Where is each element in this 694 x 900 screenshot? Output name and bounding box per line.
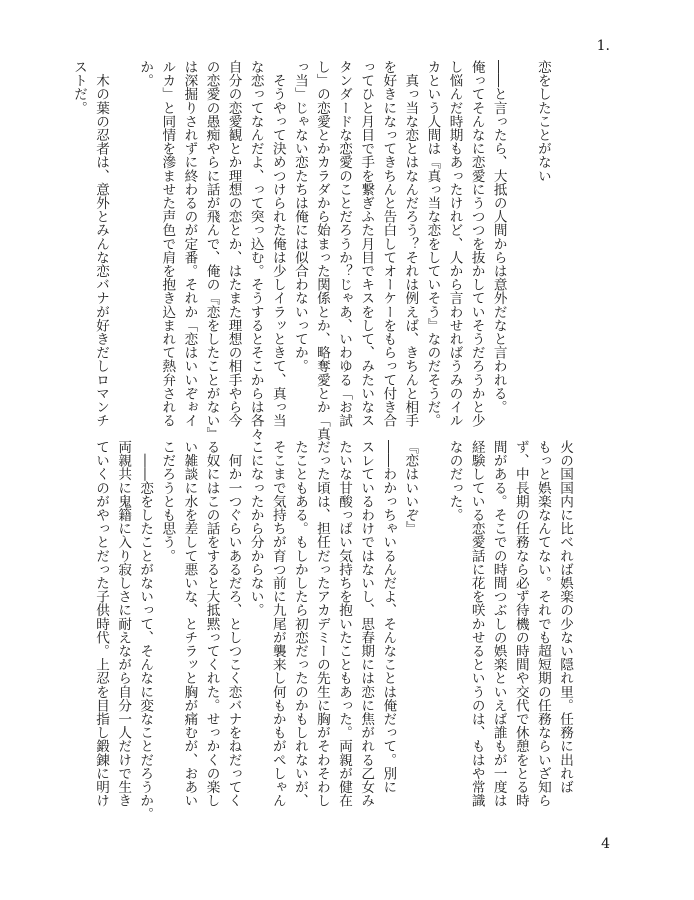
upper-text-line: ストだ。 bbox=[70, 60, 87, 115]
lower-text-line: そこまで気持ちが育つ前に九尾が襲来し何もかもがぺしゃん bbox=[269, 440, 286, 808]
upper-text-block bbox=[70, 60, 576, 441]
upper-text-line bbox=[554, 60, 576, 405]
upper-text-line: 恋をしたことがない bbox=[534, 60, 551, 183]
upper-text-line: っ当」じゃない恋たちは俺には似合わないってか。 bbox=[291, 60, 308, 373]
chapter-number: 1. bbox=[596, 38, 610, 54]
upper-text-line: な恋ってなんだよ、って突っ込む。そうするとそこからは各々 bbox=[247, 60, 264, 441]
upper-text-line: 真っ当な恋とはなんだろう？それは例えば、きちんと相手 bbox=[402, 60, 419, 428]
upper-text-line: そうやって決めつけられた俺は少しイラッときて、真っ当 bbox=[269, 60, 286, 428]
lower-text-line: もっと娯楽なんてない。それでも超短期の任務ならいざ知ら bbox=[534, 440, 551, 808]
upper-text-line: は深掘りされずに終わるのが定番。それか「恋はいいぞぉイ bbox=[181, 60, 198, 428]
lower-text-line: スレているわけではないし、思春期には恋に焦がれる乙女み bbox=[358, 440, 375, 808]
lower-text-line: こだろうとも思う。 bbox=[159, 440, 176, 563]
lower-text-line: 間がある。そこでの時間つぶしの娯楽といえば誰もが一度は bbox=[490, 440, 507, 808]
upper-text-line: を好きになってきちんと告白してオーケーをもらって付き合 bbox=[380, 60, 397, 428]
upper-text-line: 木の葉の忍者は、意外とみんな恋バナが好きだしロマンチ bbox=[93, 60, 110, 428]
lower-text-line bbox=[421, 440, 443, 790]
lower-text-line: ――わかっちゃいるんだよ、そんなことは俺だって。別に bbox=[380, 440, 397, 794]
lower-text-line: 『恋はいいぞ』 bbox=[402, 440, 419, 536]
upper-text-line: し悩んだ時期もあったけれど、人から言わせればうみのイル bbox=[446, 60, 463, 428]
upper-text-line bbox=[510, 60, 532, 405]
lower-text-line: こになったから分からない。 bbox=[247, 440, 264, 617]
upper-text-line: 自分の恋愛観とか理想の恋とか、はたまた理想の相手やら今 bbox=[225, 60, 242, 428]
upper-text-line: 俺ってそんなに恋愛にうつつを抜かしていそうだろうかと少 bbox=[468, 60, 485, 428]
lower-text-line: い雑談に水を差して悪いな、とチラッと胸が痛むが、おあい bbox=[181, 440, 198, 808]
lower-text-line: たいな甘酸っぱい気持ちを抱いたこともあった。両親が健在 bbox=[336, 440, 353, 808]
lower-text-line: たこともある。もしかしたら初恋だったのかもしれないが、 bbox=[291, 440, 308, 808]
upper-text-line: カという人間は『真っ当な恋をしていそう』なのだそうだ。 bbox=[424, 60, 441, 428]
lower-text-line: ――恋をしたことがないって、そんなに変なことだろうか。 bbox=[137, 440, 154, 821]
lower-text-line: だった頃は、担任だったアカデミーの先生に胸がそわそわし bbox=[313, 440, 330, 808]
upper-text-line bbox=[112, 60, 134, 405]
lower-text-line: 何か一つぐらいあるだろ、としつこく恋バナをねだってく bbox=[225, 440, 242, 808]
page-number: 4 bbox=[601, 836, 610, 852]
upper-text-line: ――と言ったら、大抵の人間からは意外だなと言われる。 bbox=[490, 60, 507, 414]
lower-text-block bbox=[93, 440, 576, 821]
lower-text-line: 両親共に鬼籍に入り寂しさに耐えながら自分一人だけで生き bbox=[115, 440, 132, 808]
upper-text-line: タンダードな恋愛のことだろうか？じゃあ、いわゆる「お試 bbox=[336, 60, 353, 428]
upper-text-line: か。 bbox=[137, 60, 154, 88]
upper-text-line: の恋愛の愚痴やらに話が飛んで、俺の『恋をしたことがない』 bbox=[203, 60, 220, 441]
upper-text-line: ルカ」と同情を滲ませた声色で肩を抱き込まれて熱弁される bbox=[159, 60, 176, 428]
upper-text-line: ってひと月目で手を繋ぎふた月目でキスをして、みたいなス bbox=[358, 60, 375, 428]
lower-text-line: ず、中長期の任務なら必ず待機の時間や交代で休憩をとる時 bbox=[512, 440, 529, 808]
lower-text-line: ていくのがやっとだった子供時代。上忍を目指し鍛錬に明け bbox=[93, 440, 110, 808]
upper-text-line: し」の恋愛とかカラダから始まった関係とか、略奪愛とか「真 bbox=[313, 60, 330, 441]
lower-text-line: 火の国国内に比べれば娯楽の少ない隠れ里。任務に出れば bbox=[557, 440, 573, 794]
lower-text-line: なのだった。 bbox=[446, 440, 463, 522]
lower-text-line: 経験している恋愛話に花を咲かせるというのは、もはや常識 bbox=[468, 440, 485, 808]
lower-text-line: る奴にはこの話をすると大抵黙ってくれた。せっかくの楽し bbox=[203, 440, 220, 808]
